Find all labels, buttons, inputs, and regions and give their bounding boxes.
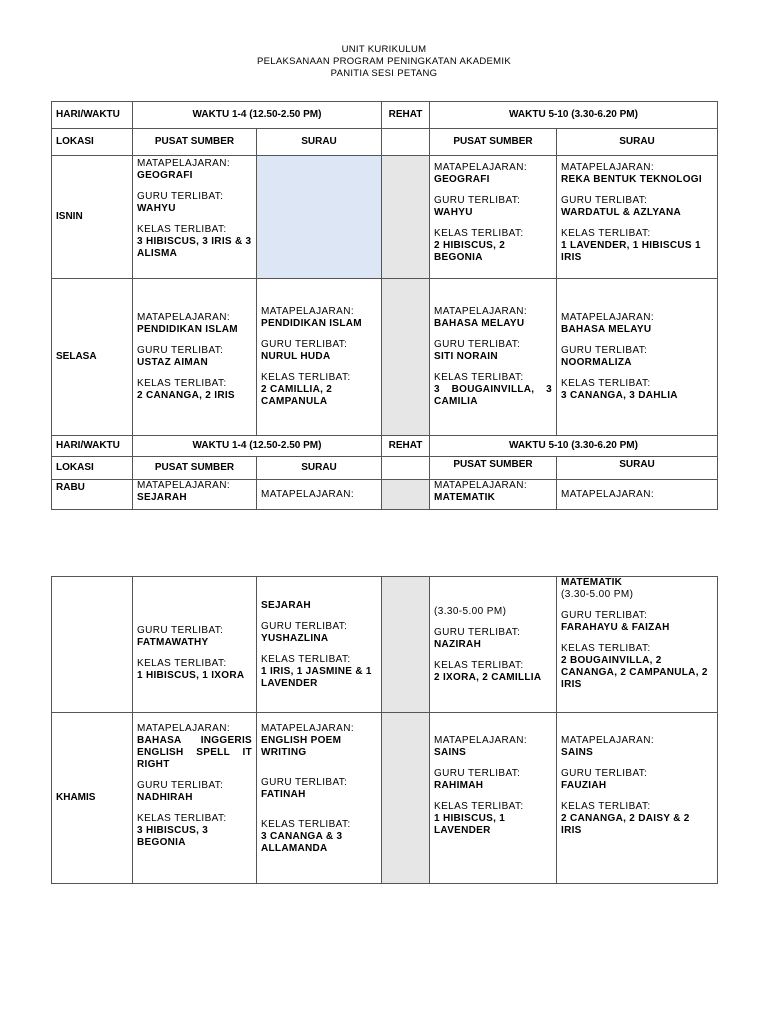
time-note: (3.30-5.00 PM) — [561, 589, 634, 600]
subject-value: GEOGRAFI — [434, 174, 490, 185]
teacher-label: GURU TERLIBAT: — [261, 777, 348, 788]
subject-value: MATEMATIK — [561, 577, 623, 588]
col-location: LOKASI — [52, 129, 133, 156]
subject-label: MATAPELAJARAN: — [561, 735, 655, 746]
cell-isnin-s2-pusat — [430, 156, 557, 279]
teacher-value: YUSHAZLINA — [261, 632, 329, 644]
row-khamis — [52, 713, 718, 884]
col-pusat-sumber-2: PUSAT SUMBER — [430, 457, 557, 480]
cell-khamis-rehat — [382, 713, 430, 884]
header-row-time — [52, 102, 718, 129]
header-row-time-repeat — [52, 436, 718, 457]
cell-khamis-s2-surau — [557, 713, 718, 884]
teacher-label: GURU TERLIBAT: — [561, 345, 648, 356]
col-pusat-sumber-1: PUSAT SUMBER — [133, 457, 257, 480]
teacher-label: GURU TERLIBAT: — [561, 768, 648, 779]
day-isnin: ISNIN — [52, 156, 133, 279]
col-surau-2: SURAU — [557, 129, 718, 156]
classes-label: KELAS TERLIBAT: — [261, 653, 351, 665]
classes-value: 3 HIBISCUS, 3 IRIS & 3 ALISMA — [137, 236, 252, 259]
col-location: LOKASI — [52, 457, 133, 480]
cell-khamis-s1-pusat — [133, 713, 257, 884]
classes-value: 2 CANANGA, 2 IRIS — [137, 390, 235, 401]
classes-value: 1 HIBISCUS, 1 IXORA — [137, 670, 245, 681]
classes-value: 2 BOUGAINVILLA, 2 CANANGA, 2 CAMPANULA, 2 IRIS — [561, 655, 708, 690]
header-panel: PANITIA SESI PETANG — [330, 68, 438, 79]
subject-value: BAHASA MELAYU — [561, 324, 652, 335]
subject-label: MATAPELAJARAN: — [561, 488, 655, 500]
schedule-table-page-1 — [51, 101, 718, 510]
classes-label: KELAS TERLIBAT: — [561, 378, 651, 389]
col-slot2: WAKTU 5-10 (3.30-6.20 PM) — [430, 102, 718, 129]
classes-label: KELAS TERLIBAT: — [434, 801, 524, 812]
cell-rabu-s1-pusat — [133, 577, 257, 713]
teacher-label: GURU TERLIBAT: — [434, 195, 521, 206]
classes-value: 1 LAVENDER, 1 HIBISCUS 1 IRIS — [561, 240, 701, 263]
cell-rabu-s1-surau — [257, 577, 382, 713]
col-surau-2: SURAU — [557, 457, 718, 480]
col-pusat-sumber-2: PUSAT SUMBER — [430, 129, 557, 156]
time-note: (3.30-5.00 PM) — [434, 605, 507, 617]
cell-isnin-s1-pusat — [133, 156, 257, 279]
subject-value: REKA BENTUK TEKNOLOGI — [561, 174, 702, 185]
classes-label: KELAS TERLIBAT: — [137, 813, 227, 824]
cell-rabu-s2-pusat-start — [430, 480, 557, 510]
subject-label: MATAPELAJARAN: — [434, 306, 528, 317]
classes-label: KELAS TERLIBAT: — [434, 659, 524, 671]
subject-label: MATAPELAJARAN: — [561, 162, 655, 173]
subject-value: BAHASA MELAYU — [434, 318, 525, 329]
subject-label: MATAPELAJARAN: — [137, 723, 231, 734]
cell-selasa-rehat — [382, 279, 430, 436]
subject-label: MATAPELAJARAN: — [434, 480, 528, 491]
cell-isnin-rehat — [382, 156, 430, 279]
col-slot1: WAKTU 1-4 (12.50-2.50 PM) — [133, 436, 382, 457]
header-unit: UNIT KURIKULUM — [341, 44, 427, 55]
teacher-label: GURU TERLIBAT: — [137, 625, 224, 636]
cell-rabu-s2-pusat — [430, 577, 557, 713]
subject-value: BAHASA INGGERIS ENGLISH SPELL IT RIGHT — [137, 735, 252, 770]
teacher-value: WARDATUL & AZLYANA — [561, 207, 682, 218]
col-rehat-blank — [382, 457, 430, 480]
classes-label: KELAS TERLIBAT: — [137, 658, 227, 669]
teacher-value: NAZIRAH — [434, 638, 482, 650]
teacher-label: GURU TERLIBAT: — [561, 195, 648, 206]
cell-rabu-s1-pusat-start — [133, 480, 257, 510]
classes-label: KELAS TERLIBAT: — [261, 372, 351, 383]
cell-isnin-s1-surau-empty — [257, 156, 382, 279]
subject-value: SEJARAH — [137, 492, 187, 503]
row-rabu-part1 — [52, 480, 718, 510]
col-day-time: HARI/WAKTU — [52, 102, 133, 129]
header-row-location — [52, 129, 718, 156]
cell-selasa-s2-surau — [557, 279, 718, 436]
teacher-label: GURU TERLIBAT: — [561, 610, 648, 621]
teacher-value: USTAZ AIMAN — [137, 357, 209, 368]
classes-value: 2 HIBISCUS, 2 BEGONIA — [434, 240, 506, 263]
classes-value: 3 BOUGAINVILLA, 3 CAMILIA — [434, 384, 552, 407]
classes-value: 3 CANANGA & 3 ALLAMANDA — [261, 831, 343, 854]
subject-label: MATAPELAJARAN: — [261, 723, 355, 734]
teacher-value: WAHYU — [137, 203, 176, 214]
subject-value: PENDIDIKAN ISLAM — [261, 318, 362, 329]
classes-label: KELAS TERLIBAT: — [434, 228, 524, 239]
teacher-label: GURU TERLIBAT: — [137, 345, 224, 356]
col-surau-1: SURAU — [257, 129, 382, 156]
classes-value: 3 CANANGA, 3 DAHLIA — [561, 390, 678, 401]
classes-value: 2 IXORA, 2 CAMILLIA — [434, 671, 542, 683]
cell-selasa-s1-surau — [257, 279, 382, 436]
classes-label: KELAS TERLIBAT: — [434, 372, 524, 383]
row-selasa — [52, 279, 718, 436]
subject-label: MATAPELAJARAN: — [434, 162, 528, 173]
col-slot2: WAKTU 5-10 (3.30-6.20 PM) — [430, 436, 718, 457]
subject-value: ENGLISH POEM WRITING — [261, 735, 342, 758]
teacher-value: FARAHAYU & FAIZAH — [561, 622, 670, 633]
subject-value: MATEMATIK — [434, 492, 496, 503]
classes-label: KELAS TERLIBAT: — [137, 378, 227, 389]
teacher-label: GURU TERLIBAT: — [137, 191, 224, 202]
teacher-value: NADHIRAH — [137, 792, 193, 803]
cell-rabu-day-continued — [52, 577, 133, 713]
subject-label: MATAPELAJARAN: — [261, 306, 355, 317]
classes-value: 1 IRIS, 1 JASMINE & 1 LAVENDER — [261, 665, 372, 689]
col-rehat: REHAT — [382, 102, 430, 129]
teacher-value: FATMAWATHY — [137, 637, 209, 648]
cell-rabu-s1-surau-start — [257, 480, 382, 510]
cell-khamis-s2-pusat — [430, 713, 557, 884]
subject-label: MATAPELAJARAN: — [137, 480, 231, 491]
document-header — [0, 44, 768, 80]
teacher-value: SITI NORAIN — [434, 351, 498, 362]
subject-label: MATAPELAJARAN: — [137, 158, 231, 169]
classes-label: KELAS TERLIBAT: — [137, 224, 227, 235]
cell-rabu-s2-surau-start — [557, 480, 718, 510]
day-rabu: RABU — [52, 480, 133, 510]
subject-label: MATAPELAJARAN: — [261, 488, 355, 500]
classes-value: 2 CANANGA, 2 DAISY & 2 IRIS — [561, 813, 690, 836]
col-surau-1: SURAU — [257, 457, 382, 480]
schedule-table-page-2 — [51, 576, 718, 884]
col-pusat-sumber-1: PUSAT SUMBER — [133, 129, 257, 156]
teacher-value: RAHIMAH — [434, 780, 484, 791]
teacher-value: NURUL HUDA — [261, 351, 331, 362]
classes-value: 3 HIBISCUS, 3 BEGONIA — [137, 825, 209, 848]
row-isnin — [52, 156, 718, 279]
header-program: PELAKSANAAN PROGRAM PENINGKATAN AKADEMIK — [257, 56, 511, 67]
cell-rabu-rehat-start — [382, 480, 430, 510]
classes-value: 1 HIBISCUS, 1 LAVENDER — [434, 813, 506, 836]
teacher-label: GURU TERLIBAT: — [434, 768, 521, 779]
subject-label: MATAPELAJARAN: — [137, 312, 231, 323]
teacher-label: GURU TERLIBAT: — [434, 626, 521, 638]
subject-value: SAINS — [434, 747, 467, 758]
cell-rabu-s2-surau — [557, 577, 718, 713]
teacher-value: FATINAH — [261, 789, 306, 800]
classes-label: KELAS TERLIBAT: — [561, 643, 651, 654]
teacher-label: GURU TERLIBAT: — [434, 339, 521, 350]
cell-khamis-s1-surau — [257, 713, 382, 884]
teacher-value: NOORMALIZA — [561, 357, 632, 368]
subject-value: SAINS — [561, 747, 594, 758]
subject-label: MATAPELAJARAN: — [434, 735, 528, 746]
row-rabu-part2 — [52, 577, 718, 713]
col-rehat: REHAT — [382, 436, 430, 457]
header-row-location-repeat — [52, 457, 718, 480]
subject-value: PENDIDIKAN ISLAM — [137, 324, 238, 335]
cell-selasa-s1-pusat — [133, 279, 257, 436]
classes-label: KELAS TERLIBAT: — [561, 228, 651, 239]
classes-value: 2 CAMILLIA, 2 CAMPANULA — [261, 384, 333, 407]
col-rehat-blank — [382, 129, 430, 156]
subject-value: GEOGRAFI — [137, 170, 193, 181]
day-khamis: KHAMIS — [52, 713, 133, 884]
teacher-label: GURU TERLIBAT: — [261, 620, 348, 632]
col-day-time: HARI/WAKTU — [52, 436, 133, 457]
subject-label: MATAPELAJARAN: — [561, 312, 655, 323]
cell-selasa-s2-pusat — [430, 279, 557, 436]
cell-isnin-s2-surau — [557, 156, 718, 279]
col-slot1: WAKTU 1-4 (12.50-2.50 PM) — [133, 102, 382, 129]
classes-label: KELAS TERLIBAT: — [261, 819, 351, 830]
teacher-value: WAHYU — [434, 207, 473, 218]
teacher-label: GURU TERLIBAT: — [137, 780, 224, 791]
subject-value: SEJARAH — [261, 599, 311, 611]
day-selasa: SELASA — [52, 279, 133, 436]
teacher-label: GURU TERLIBAT: — [261, 339, 348, 350]
cell-rabu-rehat — [382, 577, 430, 713]
classes-label: KELAS TERLIBAT: — [561, 801, 651, 812]
teacher-value: FAUZIAH — [561, 780, 607, 791]
